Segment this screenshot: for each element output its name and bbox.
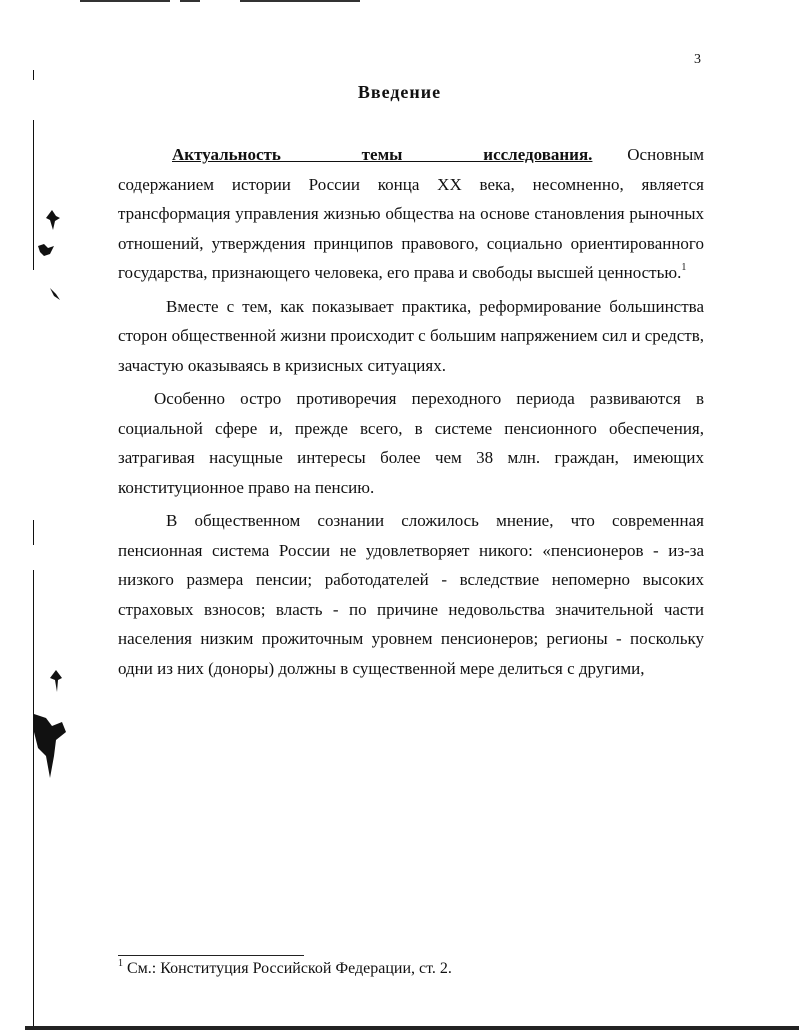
paragraph: В общественном сознании сложилось мнение, что современная пенсионная система России не удовлетворяет никого: «пенсионеров - из-за низкого размера пенсии; работодателей - вследствие непомерно высоких страховых взносов; власть - по причине недовольства значительной части населения низким прожиточным уровнем пенсионеров; регионы - поскольку одни из них (доноры) должны в существенной мере делиться с другими, [118, 511, 704, 678]
scan-speck-icon [48, 668, 64, 694]
scan-edge-top [80, 0, 170, 2]
scan-speck-icon [32, 712, 68, 782]
page-number: 3 [694, 52, 701, 67]
scan-edge-left [33, 570, 34, 1030]
page-title: Введение [357, 82, 442, 102]
footnote-number: 1 [118, 958, 123, 969]
scan-edge-left [33, 120, 34, 270]
paragraph-text: Основным содержанием истории России конца XX века, несомненно, является трансформация управления жизнью общества на основе становления рыночных отношений, утверждения принципов правового, социально ориентированного государства, признающего человека, его права и свободы высшей ценностью. [118, 145, 704, 282]
document-body [118, 140, 704, 683]
paragraph: Вместе с тем, как показывает практика, реформирование большинства сторон общественной жизни происходит с большим напряжением сил и средств, зачастую оказываясь в кризисных ситуациях. [118, 296, 704, 375]
scan-edge-left [33, 70, 34, 80]
scan-speck-icon [44, 208, 64, 232]
footnote-text: См.: Конституция Российской Федерации, ст. 2. [123, 960, 452, 977]
scan-speck-icon [48, 286, 62, 302]
scan-edge-bottom [25, 1026, 799, 1030]
paragraph [118, 140, 704, 288]
footnote-divider [118, 955, 304, 956]
scan-edge-top [240, 0, 360, 2]
footnote-ref: 1 [681, 262, 687, 273]
scan-speck-icon [36, 240, 56, 260]
scan-edge-left [33, 520, 34, 545]
paragraph-lead: Актуальность темы исследования. [172, 145, 593, 164]
footnote [118, 960, 452, 978]
scan-edge-top [180, 0, 200, 2]
paragraph: Особенно остро противоречия переходного периода развиваются в социальной сфере и, прежде всего, в системе пенсионного обеспечения, затрагивая насущные интересы более чем 38 млн. граждан, имеющих конституционное право на пенсию. [118, 389, 704, 497]
